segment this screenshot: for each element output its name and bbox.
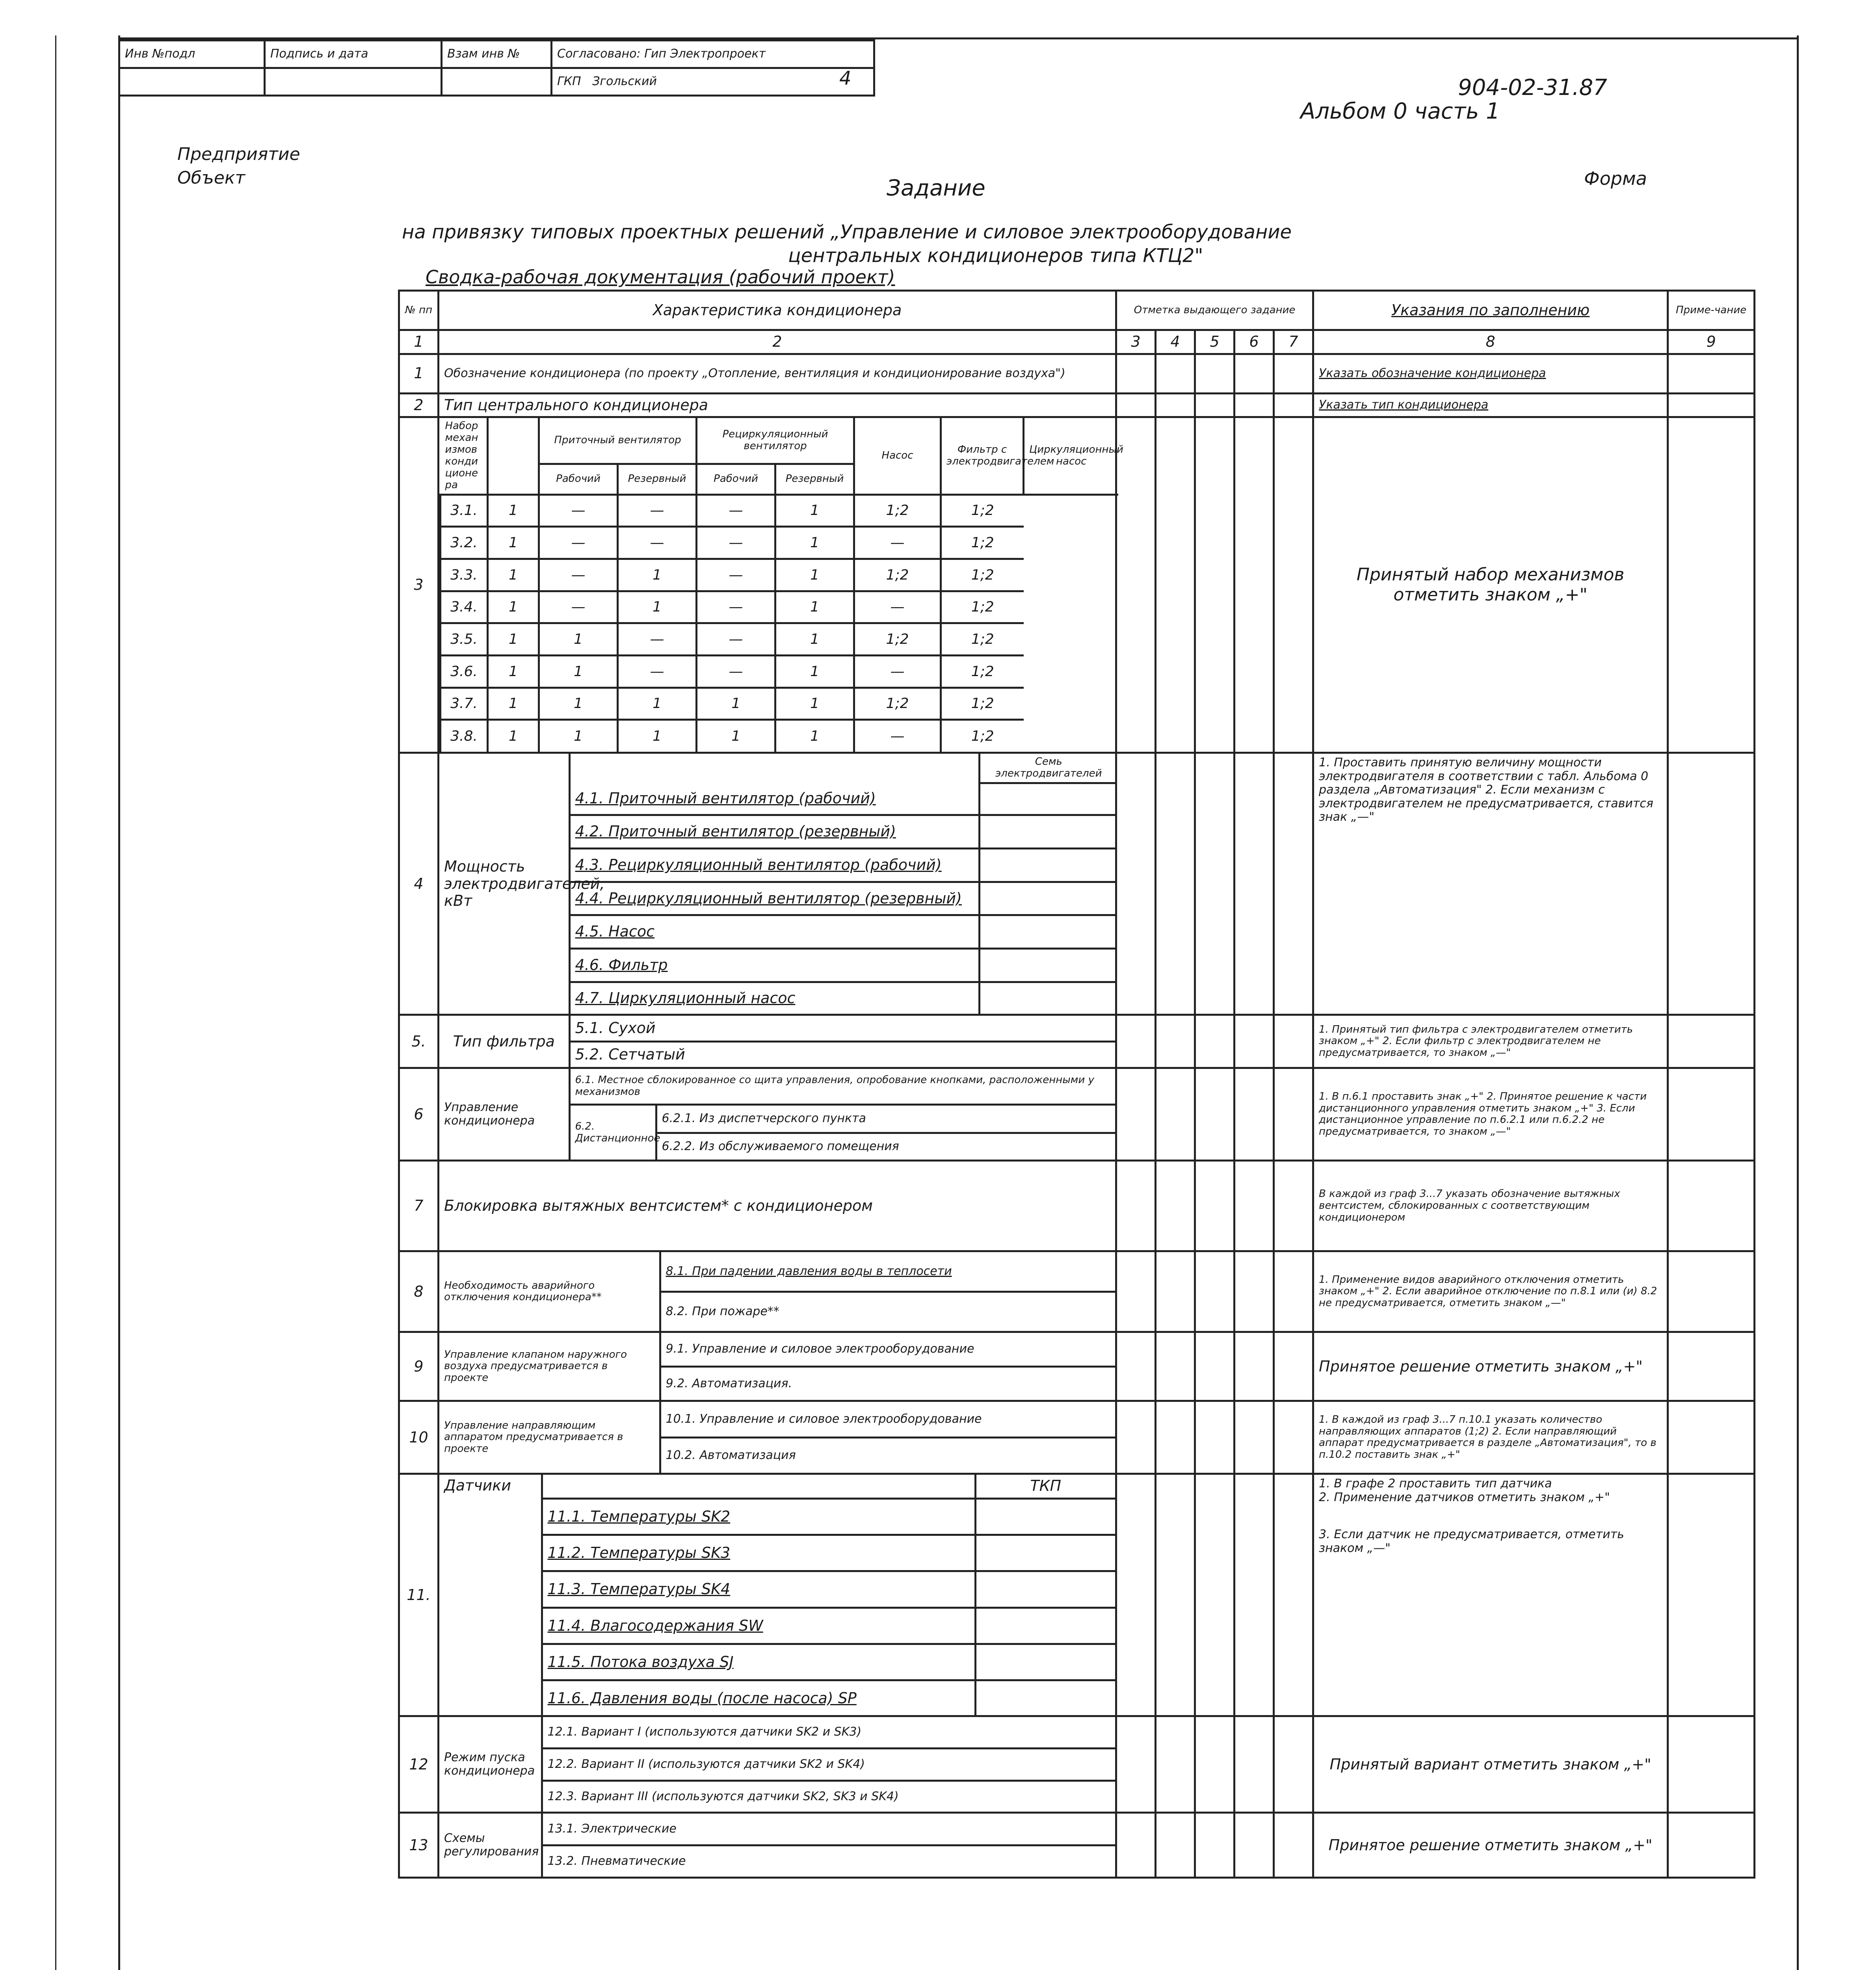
control-side-label: Управление кондиционера bbox=[439, 1069, 569, 1160]
mechanism-cell: 1 bbox=[775, 720, 854, 752]
row-num: 1 bbox=[399, 354, 439, 393]
row-note: В каждой из граф 3...7 указать обозначение вытяжных вентсистем, сблокированных с соответствующим кондиционером bbox=[1313, 1161, 1668, 1251]
mechanism-row bbox=[441, 688, 1118, 720]
col-n9: 9 bbox=[1668, 330, 1755, 354]
row-num: 12 bbox=[399, 1716, 439, 1813]
top-stamp bbox=[118, 39, 875, 97]
remote-control-label: 6.2. Дистанционное bbox=[569, 1104, 656, 1160]
subtitle-3: Сводка-рабочая документация (рабочий проект) bbox=[426, 266, 895, 288]
mechanism-set-id: 3.4. bbox=[441, 591, 488, 623]
start-mode-item: 12.3. Вариант III (используются датчики SK2, SK3 и SK4) bbox=[542, 1781, 1115, 1812]
mechanism-row bbox=[441, 623, 1118, 656]
col-remark-header: Приме-чание bbox=[1668, 291, 1755, 330]
regulation-item: 13.1. Электрические bbox=[542, 1814, 1115, 1845]
row-num: 7 bbox=[399, 1161, 439, 1251]
row-num: 11. bbox=[399, 1474, 439, 1716]
table-row bbox=[399, 1716, 1755, 1813]
mechanism-cell: 1 bbox=[618, 591, 697, 623]
mechanism-cell: 1;2 bbox=[941, 623, 1024, 656]
mechanism-cell: 1 bbox=[618, 688, 697, 720]
regulation-item: 13.2. Пневматические bbox=[542, 1845, 1115, 1877]
table-row bbox=[399, 393, 1755, 417]
row-num: 3 bbox=[399, 417, 439, 753]
sensor-item: 11.3. Температуры SK4 bbox=[542, 1571, 975, 1608]
start-mode-item: 12.1. Вариант I (используются датчики SK2 и SK3) bbox=[542, 1717, 1115, 1748]
col-n1: 1 bbox=[399, 330, 439, 354]
seven-motors-label: Семь электродвигателей bbox=[979, 754, 1117, 783]
mechanism-cell: 1 bbox=[775, 655, 854, 688]
mechanism-cell: 1 bbox=[488, 591, 539, 623]
mechanism-cell: 1 bbox=[618, 720, 697, 752]
mechanism-cell: — bbox=[854, 591, 941, 623]
col-marks-header: Отметка выдающего задание bbox=[1116, 291, 1313, 330]
mechanism-set-id: 3.1. bbox=[441, 494, 488, 527]
start-mode-side-label: Режим пуска кондиционера bbox=[439, 1717, 542, 1812]
mechanism-set-id: 3.8. bbox=[441, 720, 488, 752]
table-row bbox=[399, 417, 1755, 753]
row-num: 13 bbox=[399, 1813, 439, 1878]
table-row bbox=[399, 354, 1755, 393]
mechanism-cell: 1;2 bbox=[941, 527, 1024, 559]
power-item: 4.7. Циркуляционный насос bbox=[569, 982, 979, 1014]
row-note: Принятый вариант отметить знаком „+" bbox=[1313, 1716, 1668, 1813]
emergency-item: 8.1. При падении давления воды в теплосети bbox=[660, 1252, 1115, 1292]
mechanism-cell: 1 bbox=[488, 655, 539, 688]
mechanism-cell: 1 bbox=[539, 623, 618, 656]
mechanism-cell: — bbox=[697, 527, 775, 559]
mechanism-row bbox=[441, 720, 1118, 752]
mechanism-cell: 1;2 bbox=[854, 688, 941, 720]
mechanism-set-id: 3.5. bbox=[441, 623, 488, 656]
mechanism-cell: — bbox=[697, 559, 775, 591]
damper-item: 9.2. Автоматизация. bbox=[660, 1366, 1115, 1400]
mechanism-row bbox=[441, 527, 1118, 559]
mechanism-set-id: 3.6. bbox=[441, 655, 488, 688]
stamp-number: 4 bbox=[839, 67, 852, 89]
mechanism-cell: 1 bbox=[618, 559, 697, 591]
mechanism-row bbox=[441, 591, 1118, 623]
doc-code: 904-02-31.87 bbox=[1458, 75, 1607, 100]
remote-control-item: 6.2.1. Из диспетчерского пункта bbox=[656, 1104, 1115, 1133]
row-note: Принятое решение отметить знаком „+" bbox=[1313, 1813, 1668, 1878]
row-num: 5. bbox=[399, 1015, 439, 1068]
page-title: Задание bbox=[887, 175, 985, 201]
mechanism-cell: — bbox=[854, 720, 941, 752]
subtitle-1: на привязку типовых проектных решений „Управление и силовое электрооборудование bbox=[402, 221, 1292, 243]
frame-right bbox=[1797, 35, 1799, 1970]
mechanism-cell: 1 bbox=[775, 527, 854, 559]
col-n5: 5 bbox=[1195, 330, 1235, 354]
mechanism-cell: — bbox=[697, 591, 775, 623]
mechanism-cell: 1 bbox=[775, 591, 854, 623]
mechanism-set-id: 3.7. bbox=[441, 688, 488, 720]
album-label: Альбом 0 часть 1 bbox=[1300, 98, 1500, 124]
filter-side-label: Тип фильтра bbox=[439, 1016, 569, 1067]
work-header: Рабочий bbox=[539, 464, 618, 494]
power-item: 4.5. Насос bbox=[569, 915, 979, 949]
mechanism-cell: 1;2 bbox=[854, 494, 941, 527]
mechanism-cell: 1 bbox=[488, 623, 539, 656]
pump-header: Насос bbox=[854, 418, 941, 494]
mechanism-cell: 1 bbox=[697, 720, 775, 752]
sensor-item: 11.2. Температуры SK3 bbox=[542, 1535, 975, 1571]
table-row bbox=[399, 1332, 1755, 1401]
power-item: 4.4. Рециркуляционный вентилятор (резервный) bbox=[569, 882, 979, 915]
power-item: 4.3. Рециркуляционный вентилятор (рабочий) bbox=[569, 849, 979, 882]
sensor-item: 11.4. Влагосодержания SW bbox=[542, 1608, 975, 1644]
emergency-side-label: Необходимость аварийного отключения кондиционера** bbox=[439, 1252, 660, 1331]
col-n8: 8 bbox=[1313, 330, 1668, 354]
mechanism-cell: 1 bbox=[488, 494, 539, 527]
filter-item: 5.1. Сухой bbox=[569, 1016, 1115, 1041]
power-item: 4.1. Приточный вентилятор (рабочий) bbox=[569, 783, 979, 815]
mechanism-cell: 1;2 bbox=[941, 655, 1024, 688]
mechanism-set-id: 3.2. bbox=[441, 527, 488, 559]
row-note: 1. Применение видов аварийного отключения отметить знаком „+" 2. Если аварийное отключение по п.8.1 или (и) 8.2 не предусматривается, отметить знаком „—" bbox=[1313, 1251, 1668, 1332]
recirc-fan-header: Рециркуляционный вентилятор bbox=[697, 418, 854, 464]
sensor-item: 11.6. Давления воды (после насоса) SP bbox=[542, 1680, 975, 1715]
start-mode-item: 12.2. Вариант II (используются датчики SK2 и SK4) bbox=[542, 1748, 1115, 1781]
stamp-approved: Согласовано: Гип Электропроект bbox=[552, 41, 874, 68]
guide-item: 10.2. Автоматизация bbox=[660, 1437, 1115, 1473]
mechanism-cell: — bbox=[539, 591, 618, 623]
tkp-header: ТКП bbox=[975, 1475, 1115, 1498]
mechanism-cell: 1;2 bbox=[854, 559, 941, 591]
sensor-item: 11.1. Температуры SK2 bbox=[542, 1498, 975, 1535]
table-row bbox=[399, 1068, 1755, 1161]
mechanism-cell: 1;2 bbox=[941, 688, 1024, 720]
stamp-row2 bbox=[552, 68, 874, 96]
row-num: 10 bbox=[399, 1401, 439, 1474]
mechanism-cell: — bbox=[618, 655, 697, 688]
emergency-item: 8.2. При пожаре** bbox=[660, 1292, 1115, 1331]
stamp-inv-label: Инв №подл bbox=[119, 41, 265, 68]
table-row bbox=[399, 1813, 1755, 1878]
table-row bbox=[399, 1474, 1755, 1716]
mechanism-cell: 1 bbox=[488, 688, 539, 720]
sensor-item: 11.5. Потока воздуха SJ bbox=[542, 1644, 975, 1680]
mechanism-cell: — bbox=[697, 655, 775, 688]
mechanism-cell: 1 bbox=[775, 623, 854, 656]
mechanism-cell: — bbox=[539, 527, 618, 559]
col-char-header: Характеристика кондиционера bbox=[439, 291, 1116, 330]
col-n6: 6 bbox=[1235, 330, 1274, 354]
stamp-replace-label: Взам инв № bbox=[442, 41, 552, 68]
sensors-side-label: Датчики bbox=[439, 1475, 542, 1715]
mechanism-grid bbox=[439, 418, 1123, 752]
damper-side-label: Управление клапаном наружного воздуха предусматривается в проекте bbox=[439, 1333, 660, 1400]
mechanism-cell: — bbox=[854, 527, 941, 559]
mechanism-cell: 1 bbox=[539, 720, 618, 752]
table-row bbox=[399, 1015, 1755, 1068]
damper-item: 9.1. Управление и силовое электрооборудование bbox=[660, 1333, 1115, 1366]
col-n3: 3 bbox=[1116, 330, 1156, 354]
mechanism-cell: 1;2 bbox=[941, 720, 1024, 752]
supply-fan-header: Приточный вентилятор bbox=[539, 418, 697, 464]
col-n2: 2 bbox=[439, 330, 1116, 354]
mechanism-cell: 1;2 bbox=[941, 494, 1024, 527]
filter-item: 5.2. Сетчатый bbox=[569, 1041, 1115, 1067]
power-side-label: Мощность электродвигателей, кВт bbox=[439, 754, 569, 1014]
row-num: 8 bbox=[399, 1251, 439, 1332]
mechanism-cell: 1 bbox=[539, 688, 618, 720]
row-num: 9 bbox=[399, 1332, 439, 1401]
sensor-note-3: 3. Если датчик не предусматривается, отметить знаком „—" bbox=[1319, 1528, 1624, 1555]
guide-item: 10.1. Управление и силовое электрооборудование bbox=[660, 1402, 1115, 1437]
col-n7: 7 bbox=[1274, 330, 1313, 354]
col-notes-header: Указания по заполнению bbox=[1313, 291, 1668, 330]
mechanism-cell: 1;2 bbox=[854, 623, 941, 656]
filter-header: Фильтр с электродвигателем bbox=[941, 418, 1024, 494]
circ-pump-header: Циркуляционный насос bbox=[1024, 418, 1118, 494]
mechanism-row bbox=[441, 494, 1118, 527]
mechanism-cell: — bbox=[854, 655, 941, 688]
mechanism-cell: 1 bbox=[539, 655, 618, 688]
row-note: 1. В п.6.1 проставить знак „+" 2. Принятое решение к части дистанционного управления отметить знаком „+" 3. Если дистанционное управление по п.6.2.1 или п.6.2.2 не предусматривается, то знаком „—" bbox=[1313, 1068, 1668, 1161]
stamp-gkp: ГКП bbox=[557, 74, 581, 89]
table-row bbox=[399, 1401, 1755, 1474]
row-note: 1. Принятый тип фильтра с электродвигателем отметить знаком „+" 2. Если фильтр с электродвигателем не предусматривается, то знаком „—" bbox=[1313, 1015, 1668, 1068]
mechanism-cell: 1 bbox=[697, 688, 775, 720]
mechanism-cell: 1 bbox=[488, 527, 539, 559]
mechanism-row bbox=[441, 559, 1118, 591]
enterprise-label: Предприятие bbox=[177, 144, 300, 164]
row-num: 2 bbox=[399, 393, 439, 417]
row-text: Тип центрального кондиционера bbox=[439, 393, 1116, 417]
mechanism-cell: 1 bbox=[488, 720, 539, 752]
local-control-item: 6.1. Местное сблокированное со щита управления, опробование кнопками, расположенными у механизмов bbox=[569, 1069, 1115, 1104]
frame-left bbox=[118, 35, 120, 1970]
row-note: Указать тип кондиционера bbox=[1313, 393, 1668, 417]
mechanism-cell: — bbox=[618, 527, 697, 559]
object-label: Объект bbox=[177, 168, 245, 188]
mechanism-cell: 1 bbox=[488, 559, 539, 591]
row-note: 1. В каждой из граф 3...7 п.10.1 указать количество направляющих аппаратов (1;2) 2. Если направляющий аппарат предусматривается в разделе „Автоматизация", то в п.10.2 поставить знак „+" bbox=[1313, 1401, 1668, 1474]
stamp-sign-label: Подпись и дата bbox=[265, 41, 442, 68]
form-label: Форма bbox=[1584, 168, 1647, 189]
guide-side-label: Управление направляющим аппаратом предусматривается в проекте bbox=[439, 1402, 660, 1473]
remote-control-item: 6.2.2. Из обслуживаемого помещения bbox=[656, 1133, 1115, 1160]
reserve-header: Резервный bbox=[775, 464, 854, 494]
col-num-header: № пп bbox=[399, 291, 439, 330]
mechanism-row bbox=[441, 655, 1118, 688]
table-row bbox=[399, 753, 1755, 1015]
mechanism-cell: — bbox=[697, 494, 775, 527]
frame-outer-left bbox=[55, 35, 56, 1970]
row-text: Обозначение кондиционера (по проекту „Отопление, вентиляция и кондиционирование воздуха") bbox=[439, 354, 1116, 393]
table-row bbox=[399, 1161, 1755, 1251]
mechanism-cell: — bbox=[539, 559, 618, 591]
main-table bbox=[398, 290, 1755, 1879]
stamp-name: Згольский bbox=[592, 74, 657, 89]
mechanism-cell: 1 bbox=[775, 688, 854, 720]
sensor-note-2: 2. Применение датчиков отметить знаком „+" bbox=[1319, 1490, 1610, 1504]
mechanism-cell: 1;2 bbox=[941, 591, 1024, 623]
row-num: 6 bbox=[399, 1068, 439, 1161]
row-text: Блокировка вытяжных вентсистем* с кондиционером bbox=[439, 1161, 1116, 1251]
mechanism-cell: — bbox=[618, 494, 697, 527]
col-n4: 4 bbox=[1156, 330, 1195, 354]
table-row bbox=[399, 1251, 1755, 1332]
mechanism-cell: — bbox=[618, 623, 697, 656]
row-note: 1. Проставить принятую величину мощности электродвигателя в соответствии с табл. Альбома 0 раздела „Автоматизация" 2. Если механизм с электродвигателем не предусматривается, ставится знак „—" bbox=[1313, 753, 1668, 1015]
mechanism-set-id: 3.3. bbox=[441, 559, 488, 591]
row-note: Принятое решение отметить знаком „+" bbox=[1313, 1332, 1668, 1401]
mechanism-cell: 1 bbox=[775, 494, 854, 527]
mechanism-side-label: Набор механизмов кондиционера bbox=[441, 418, 488, 494]
regulation-side-label: Схемы регулирования bbox=[439, 1814, 542, 1877]
row-note: Принятый набор механизмов отметить знаком „+" bbox=[1313, 417, 1668, 753]
mechanism-cell: — bbox=[697, 623, 775, 656]
mechanism-cell: — bbox=[539, 494, 618, 527]
mechanism-cell: 1 bbox=[775, 559, 854, 591]
mechanism-cell: 1;2 bbox=[941, 559, 1024, 591]
row-num: 4 bbox=[399, 753, 439, 1015]
reserve-header: Резервный bbox=[618, 464, 697, 494]
sensor-note-1: 1. В графе 2 проставить тип датчика bbox=[1319, 1477, 1552, 1491]
subtitle-2: центральных кондиционеров типа КТЦ2" bbox=[788, 245, 1203, 267]
power-item: 4.2. Приточный вентилятор (резервный) bbox=[569, 815, 979, 849]
row-note: Указать обозначение кондиционера bbox=[1313, 354, 1668, 393]
work-header: Рабочий bbox=[697, 464, 775, 494]
power-item: 4.6. Фильтр bbox=[569, 948, 979, 982]
